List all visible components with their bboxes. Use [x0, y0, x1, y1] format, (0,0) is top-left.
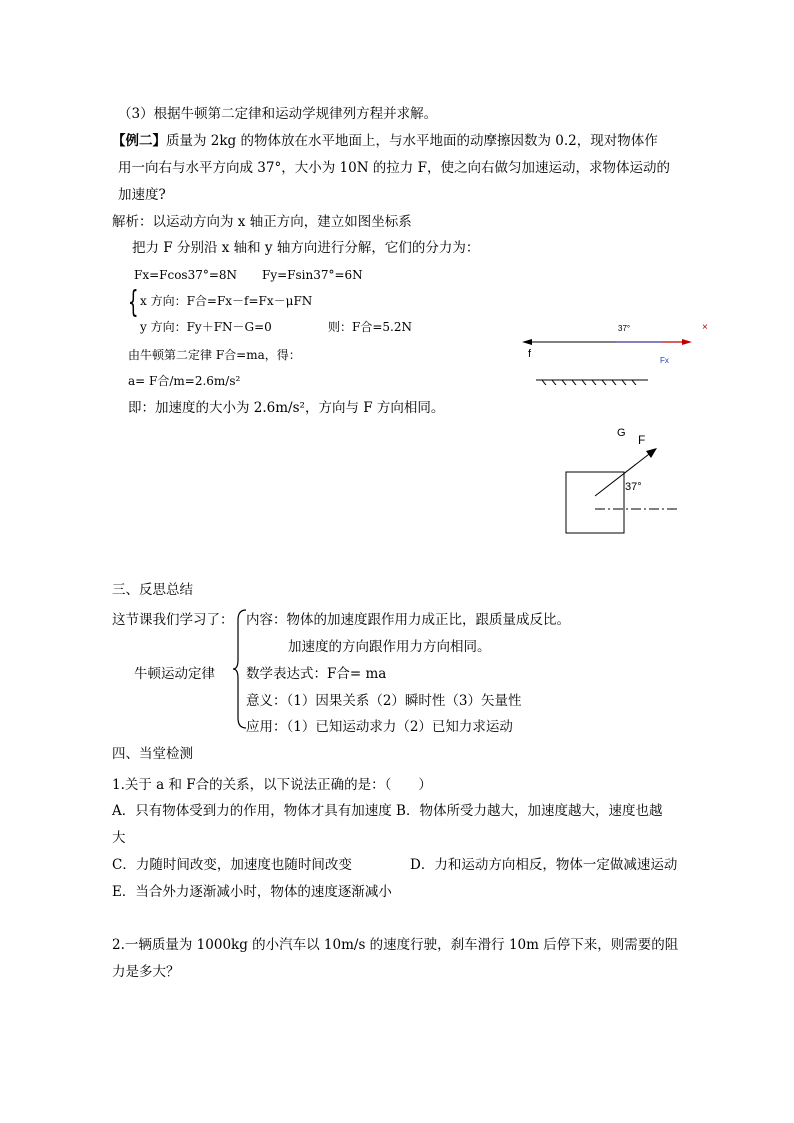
- question1-option-a-b: A．只有物体受到力的作用，物体才具有加速度 B．物体所受力越大，加速度越大，速度也越: [112, 803, 663, 819]
- question1-option-d: D．力和运动方向相反，物体一定做减速运动: [410, 857, 678, 873]
- summary-application: 应用：（1）已知运动求力（2）已知力求运动: [246, 719, 513, 735]
- ground-hatching: [542, 380, 642, 385]
- question1-option-c: C．力随时间改变，加速度也随时间改变: [112, 857, 352, 873]
- section3-heading: 三、反思总结: [112, 582, 193, 598]
- fy-equation: Fy=Fsin37°=6N: [262, 268, 363, 282]
- section3-lead: 这节课我们学习了：: [112, 612, 234, 628]
- fx-label: Fx: [660, 356, 669, 365]
- example2-text1: 质量为 2kg 的物体放在水平地面上，与水平地面的动摩擦因数为 0.2，现对物体作: [166, 133, 658, 149]
- x-direction-eq: x 方向：F合=Fx－f=Fx－μFN: [140, 294, 313, 308]
- summary-content-2: 加速度的方向跟作用力方向相同。: [288, 639, 491, 655]
- equation-brace: {: [128, 285, 139, 320]
- x-mark: ×: [702, 322, 708, 333]
- question1-option-e: E．当合外力逐渐减小时，物体的速度逐渐减小: [112, 884, 392, 900]
- fx-arrowhead: [682, 339, 692, 345]
- force-diagram-horizontal: [520, 315, 720, 385]
- acceleration-calc: a= F合/m=2.6m/s²: [128, 374, 241, 388]
- example2-line3: 加速度?: [118, 187, 166, 203]
- solution-intro: 解析：以运动方向为 x 轴正方向，建立如图坐标系: [112, 214, 412, 230]
- question1-option-b-cont: 大: [112, 830, 126, 846]
- newton-law-text: 由牛顿第二定律 F合=ma，得：: [128, 348, 301, 362]
- example2-line1: [112, 131, 658, 151]
- gravity-label: G: [617, 427, 626, 439]
- angle-label-top: 37°: [618, 324, 631, 333]
- solution-conclusion: 即：加速度的大小为 2.6m/s²，方向与 F 方向相同。: [128, 400, 445, 416]
- y-direction-eq: y 方向：Fy＋FN－G=0: [140, 320, 272, 334]
- summary-meaning: 意义：（1）因果关系（2）瞬时性（3）矢量性: [246, 693, 522, 709]
- example2-line2: 用一向右与水平方向成 37°，大小为 10N 的拉力 F，使之向右做匀加速运动，求物体运动的: [118, 160, 670, 176]
- net-force-result: 则：F合=5.2N: [328, 320, 412, 334]
- section4-heading: 四、当堂检测: [112, 746, 193, 762]
- example2-label: 【例二】: [112, 133, 166, 149]
- step3-text: （3）根据牛顿第二定律和运动学规律列方程并求解。: [118, 106, 438, 122]
- summary-content-1: 内容：物体的加速度跟作用力成正比，跟质量成反比。: [246, 612, 570, 628]
- block-box: [566, 472, 624, 533]
- friction-arrowhead: [522, 339, 532, 345]
- angle-label: 37°: [625, 481, 642, 493]
- question2-line2: 力是多大？: [112, 964, 180, 980]
- newton-laws-topic: 牛顿运动定律: [134, 666, 215, 682]
- question2-line1: 2.一辆质量为 1000kg 的小汽车以 10m/s 的速度行驶，刹车滑行 10m 后停下来，则需要的阻: [112, 937, 679, 953]
- summary-formula: 数学表达式：F合= ma: [246, 666, 387, 682]
- question1-stem: 1.关于 a 和 F合的关系，以下说法正确的是：（ ）: [112, 777, 432, 793]
- friction-label: f: [528, 348, 532, 360]
- force-f-label: F: [638, 433, 646, 447]
- force-f-arrowhead: [646, 448, 657, 458]
- force-diagram-block: [555, 420, 695, 540]
- fx-equation: Fx=Fcos37°=8N: [134, 268, 238, 282]
- solution-decompose: 把力 F 分别沿 x 轴和 y 轴方向进行分解，它们的分力为：: [132, 240, 480, 256]
